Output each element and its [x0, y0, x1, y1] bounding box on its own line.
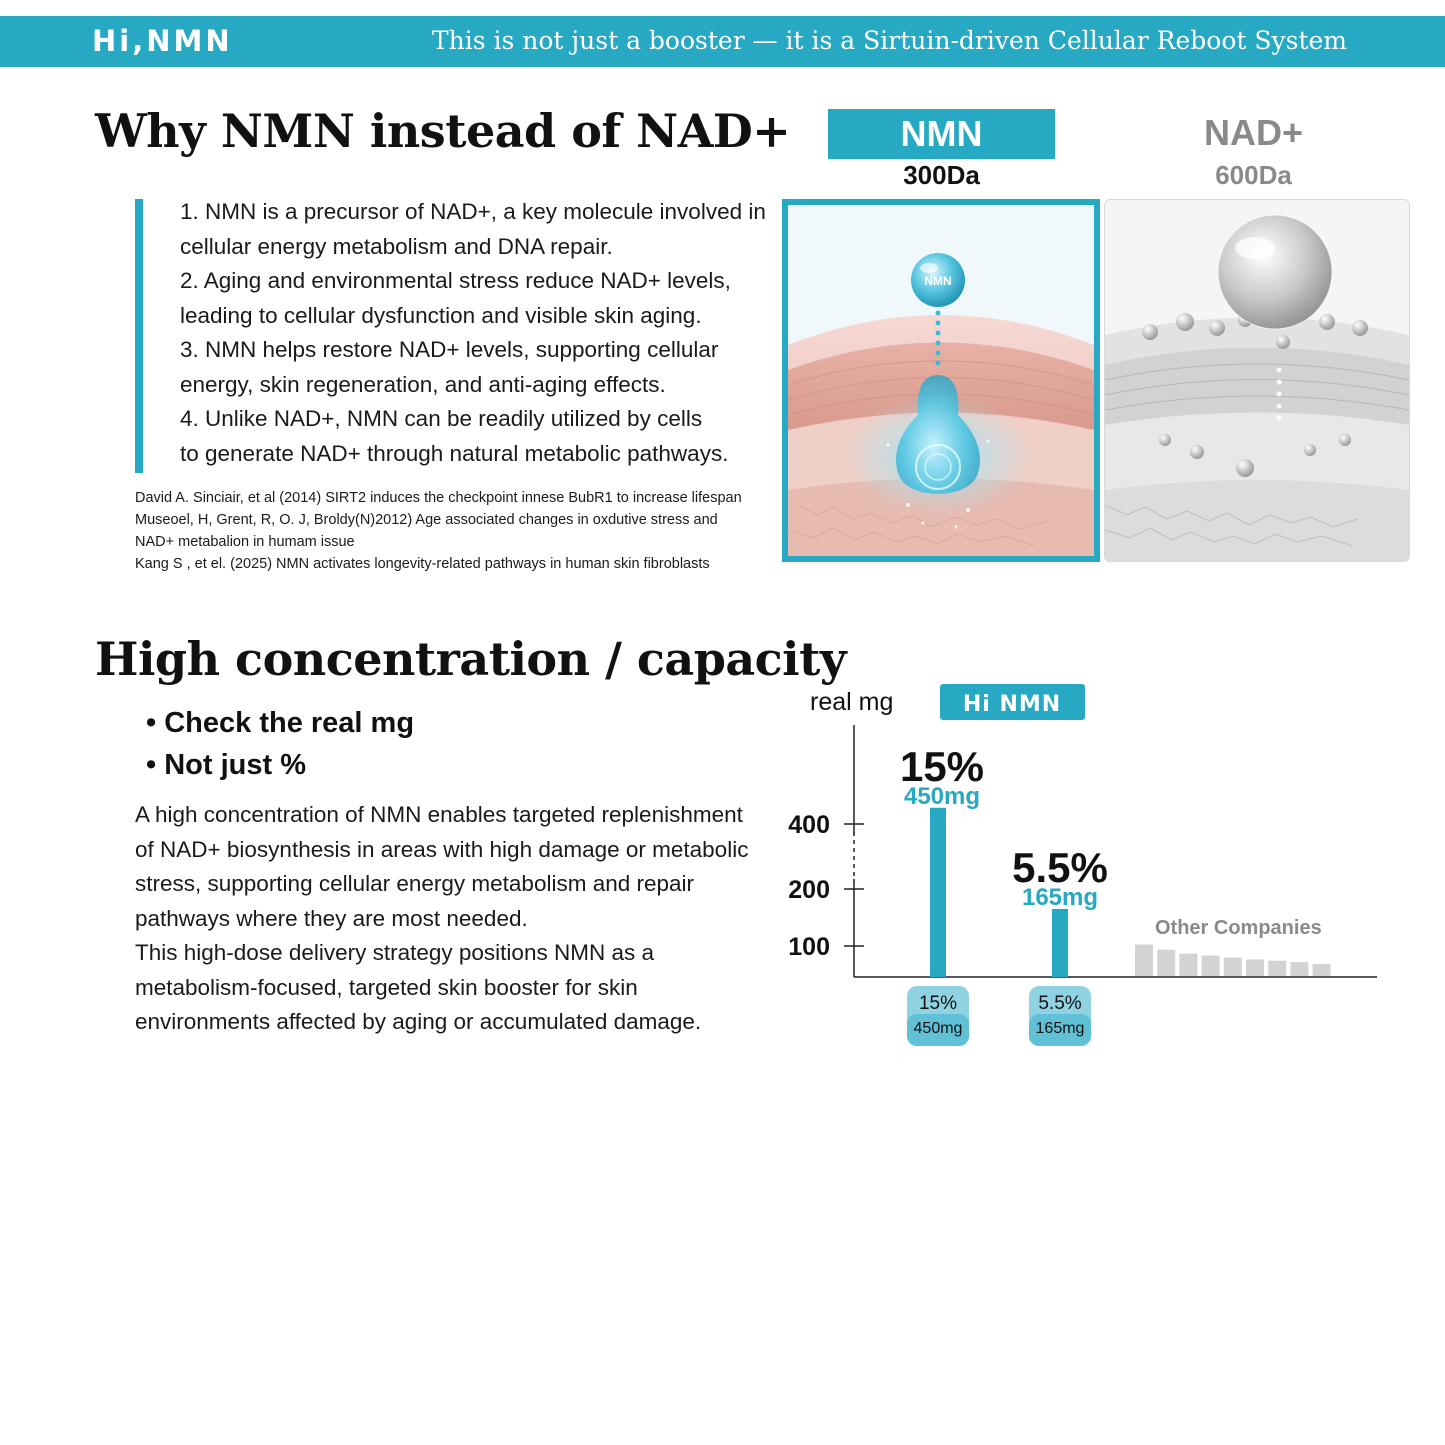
capacity-bullet — [146, 744, 414, 786]
bar-tag-percent: 15% — [918, 993, 958, 1014]
nad-label: NAD+ — [1203, 112, 1304, 153]
bar — [1052, 909, 1068, 977]
bullet-text: Not just % — [164, 749, 306, 781]
other-company-bar — [1179, 954, 1197, 976]
y-tick-label: 400 — [788, 811, 830, 839]
capacity-bullet — [146, 702, 414, 744]
capacity-title: High concentration / capacity — [95, 632, 847, 686]
why-point-line: to generate NAD+ through natural metabolic pathways. — [180, 440, 729, 466]
chart-svg — [780, 680, 1400, 1060]
reference-line: Kang S , et el. (2025) NMN activates longevity-related pathways in human skin fibroblasts — [135, 556, 710, 572]
bar-percent-label: 15% — [899, 742, 985, 790]
nmn-label: NMN — [828, 109, 1055, 159]
other-company-bar — [1202, 956, 1220, 976]
capacity-bullets — [146, 702, 414, 786]
why-point-line: cellular energy metabolism and DNA repair. — [180, 233, 613, 259]
bullet-dot: • — [146, 749, 165, 781]
capacity-paragraph-line: metabolism-focused, targeted skin booster for skin — [135, 974, 638, 1000]
accent-bar — [135, 199, 143, 473]
why-point-line: leading to cellular dysfunction and visible skin aging. — [180, 302, 702, 328]
references — [135, 487, 755, 575]
bar-percent-label: 5.5% — [1012, 843, 1108, 891]
why-point-line: energy, skin regeneration, and anti-aging effects. — [180, 371, 666, 397]
bar-mg-label: 165mg — [1021, 883, 1099, 911]
other-company-bar — [1268, 961, 1286, 976]
capacity-paragraph-line: This high-dose delivery strategy positions NMN as a — [135, 940, 654, 965]
other-company-bar — [1246, 959, 1264, 976]
reference-line: David A. Sinciair, et al (2014) SIRT2 induces the checkpoint innese BubR1 to increase lifespan — [135, 490, 742, 506]
y-axis-label: real mg — [810, 688, 894, 716]
brand-logo: Hi,NMN — [92, 24, 233, 58]
other-company-bar — [1157, 950, 1175, 976]
why-point-line: 1. NMN is a precursor of NAD+, a key molecule involved in — [180, 199, 766, 224]
capacity-paragraph-line: pathways where they are most needed. — [135, 905, 528, 931]
bar-tag-percent: 5.5% — [1038, 993, 1082, 1014]
capacity-paragraph-line: stress, supporting cellular energy metabolism and repair — [135, 871, 695, 896]
capacity-paragraph-line: A high concentration of NMN enables targeted replenishment — [135, 802, 743, 827]
other-company-bar — [1290, 962, 1308, 976]
why-points — [180, 195, 766, 471]
why-point-line: 4. Unlike NAD+, NMN can be readily utilized by cells — [180, 406, 703, 431]
other-company-bar — [1224, 958, 1242, 977]
y-tick-label: 200 — [788, 876, 830, 904]
capacity-paragraph — [135, 798, 755, 1040]
nmn-skin-illustration — [782, 199, 1100, 562]
bullet-dot: • — [146, 707, 165, 739]
y-tick-label: 100 — [788, 933, 830, 961]
bar-tag-mg: 450mg — [913, 1020, 963, 1037]
nad-skin-illustration — [1104, 199, 1410, 562]
bar-tag-mg: 165mg — [1035, 1020, 1085, 1037]
hi-nmn-badge-text: Hi NMN — [962, 692, 1062, 717]
nmn-dalton: 300Da — [903, 160, 980, 190]
other-company-bar — [1313, 964, 1331, 976]
why-title: Why NMN instead of NAD+ — [95, 104, 791, 158]
header-tagline: This is not just a booster — it is a Sirtuin-driven Cellular Reboot System — [431, 26, 1347, 55]
reference-line: Museoel, H, Grent, R, O. J, Broldy(N)2012) Age associated changes in oxdutive stress and — [135, 512, 718, 528]
header-bar — [0, 16, 1445, 67]
other-companies-label: Other Companies — [1155, 917, 1322, 939]
real-mg-chart — [780, 680, 1400, 1060]
capacity-paragraph-line: environments affected by aging or accumulated damage. — [135, 1009, 702, 1034]
why-point-line: 3. NMN helps restore NAD+ levels, supporting cellular — [180, 337, 719, 362]
capacity-paragraph-line: of NAD+ biosynthesis in areas with high damage or metabolic — [135, 836, 749, 862]
other-company-bar — [1135, 945, 1153, 977]
reference-line: NAD+ metabalion in humam issue — [135, 534, 355, 550]
why-point-line: 2. Aging and environmental stress reduce NAD+ levels, — [180, 268, 731, 293]
bar-mg-label: 450mg — [903, 782, 981, 810]
nmn-sphere-label: NMN — [924, 274, 952, 288]
bar — [930, 808, 946, 977]
nad-dalton: 600Da — [1215, 160, 1292, 190]
bullet-text: Check the real mg — [164, 707, 415, 739]
